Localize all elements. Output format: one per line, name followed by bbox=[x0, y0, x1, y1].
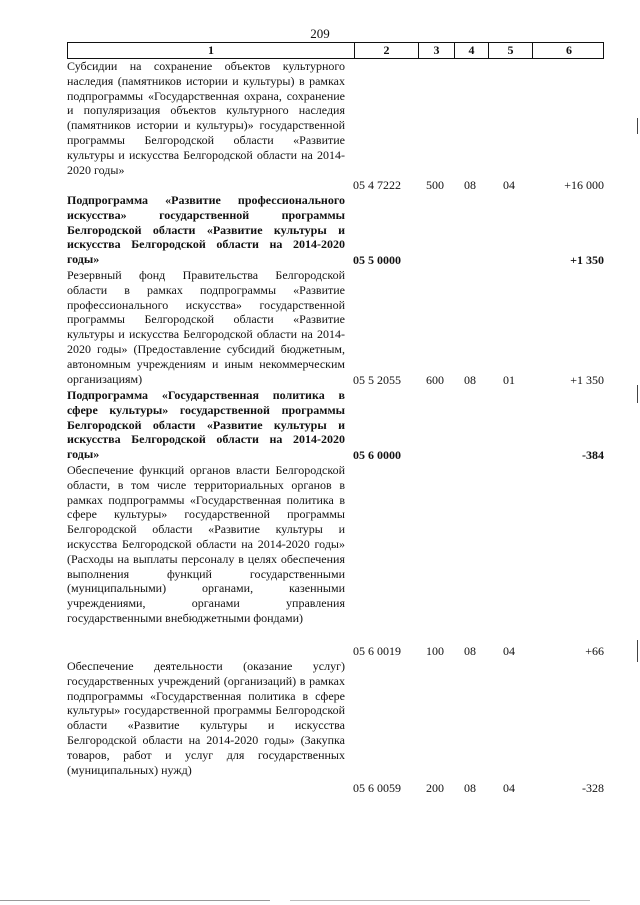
row-description: Резервный фонд Правительства Белгородской области в рамках подпрограммы «Развитие профессионального искусства» государственной программы Белгородской области «Развитие культуры и искусства Белгородской области на 2014-2020 годы» (Предоставление субсидий бюджетным, автономным учреждениям и иным некоммерческим организациям) bbox=[67, 268, 345, 386]
row-rz: 08 bbox=[464, 644, 476, 658]
row-sum: +1 350 bbox=[570, 373, 604, 387]
row-code: 05 6 0059 bbox=[353, 781, 401, 795]
row-code: 05 6 0000 bbox=[353, 448, 401, 462]
row-sum: -384 bbox=[582, 448, 604, 462]
scan-bottom-edge bbox=[0, 900, 270, 901]
row-sum: +1 350 bbox=[570, 253, 604, 267]
row-sum: -328 bbox=[582, 781, 604, 795]
row-pr: 04 bbox=[503, 781, 515, 795]
header-col-4: 4 bbox=[454, 43, 488, 58]
header-col-2: 2 bbox=[354, 43, 418, 58]
row-rz: 08 bbox=[464, 373, 476, 387]
table-row bbox=[67, 268, 604, 388]
page-number: 209 bbox=[310, 26, 330, 41]
scan-edge-mark bbox=[637, 118, 638, 134]
table-row bbox=[67, 659, 604, 796]
row-description: Обеспечение функций органов власти Белгородской области, в том числе территориальных органов в рамках подпрограммы «Государственная политика в сфере культуры» государственной программы Белгородской области «Развитие культуры и искусства Белгородской области на 2014-2020 годы» (Расходы на выплаты персоналу в целях обеспечения выполнения функций государственными (муниципальными) органами, казенными учреждениями, органами управления государственными внебюджетными фондами) bbox=[67, 463, 345, 625]
header-col-1: 1 bbox=[208, 43, 214, 57]
row-description: Обеспечение деятельности (оказание услуг) государственных учреждений (организаций) в рамках подпрограммы «Государственная политика в сфере культуры» государственной программы Белгородской области «Развитие культуры и искусства Белгородской области на 2014-2020 годы» (Закупка товаров, работ и услуг для государственных (муниципальных) нужд) bbox=[67, 659, 345, 777]
row-sum: +66 bbox=[585, 644, 604, 658]
scan-bottom-edge bbox=[290, 900, 590, 901]
row-pr: 04 bbox=[503, 644, 515, 658]
scan-edge-mark bbox=[637, 640, 638, 662]
row-sum: +16 000 bbox=[564, 178, 604, 192]
row-rz: 08 bbox=[464, 178, 476, 192]
header-col-3: 3 bbox=[418, 43, 454, 58]
row-vr: 100 bbox=[426, 644, 444, 658]
row-pr: 04 bbox=[503, 178, 515, 192]
header-col-6: 6 bbox=[532, 43, 605, 58]
table-row bbox=[67, 463, 604, 659]
row-vr: 600 bbox=[426, 373, 444, 387]
table-row bbox=[67, 59, 604, 193]
row-vr: 500 bbox=[426, 178, 444, 192]
row-code: 05 6 0019 bbox=[353, 644, 401, 658]
row-description: Подпрограмма «Развитие профессионального искусства» государственной программы Белгородской области «Развитие культуры и искусства Белгородской области на 2014-2020 годы» bbox=[67, 193, 345, 267]
row-code: 05 4 7222 bbox=[353, 178, 401, 192]
row-code: 05 5 0000 bbox=[353, 253, 401, 267]
row-vr: 200 bbox=[426, 781, 444, 795]
table-row bbox=[67, 388, 604, 463]
table-header bbox=[67, 42, 604, 59]
scan-edge-mark bbox=[637, 385, 638, 403]
table-row bbox=[67, 193, 604, 268]
table-body bbox=[67, 59, 604, 796]
row-rz: 08 bbox=[464, 781, 476, 795]
row-pr: 01 bbox=[503, 373, 515, 387]
row-description: Подпрограмма «Государственная политика в сфере культуры» государственной программы Белгородской области «Развитие культуры и искусства Белгородской области на 2014-2020 годы» bbox=[67, 388, 345, 462]
row-description: Субсидии на сохранение объектов культурного наследия (памятников истории и культуры) в рамках подпрограммы «Государственная охрана, сохранение и популяризация объектов культурного наследия (памятников истории и культуры)» государственной программы Белгородской области «Развитие культуры и искусства Белгородской области на 2014-2020 годы» bbox=[67, 59, 345, 177]
header-col-5: 5 bbox=[488, 43, 532, 58]
row-code: 05 5 2055 bbox=[353, 373, 401, 387]
